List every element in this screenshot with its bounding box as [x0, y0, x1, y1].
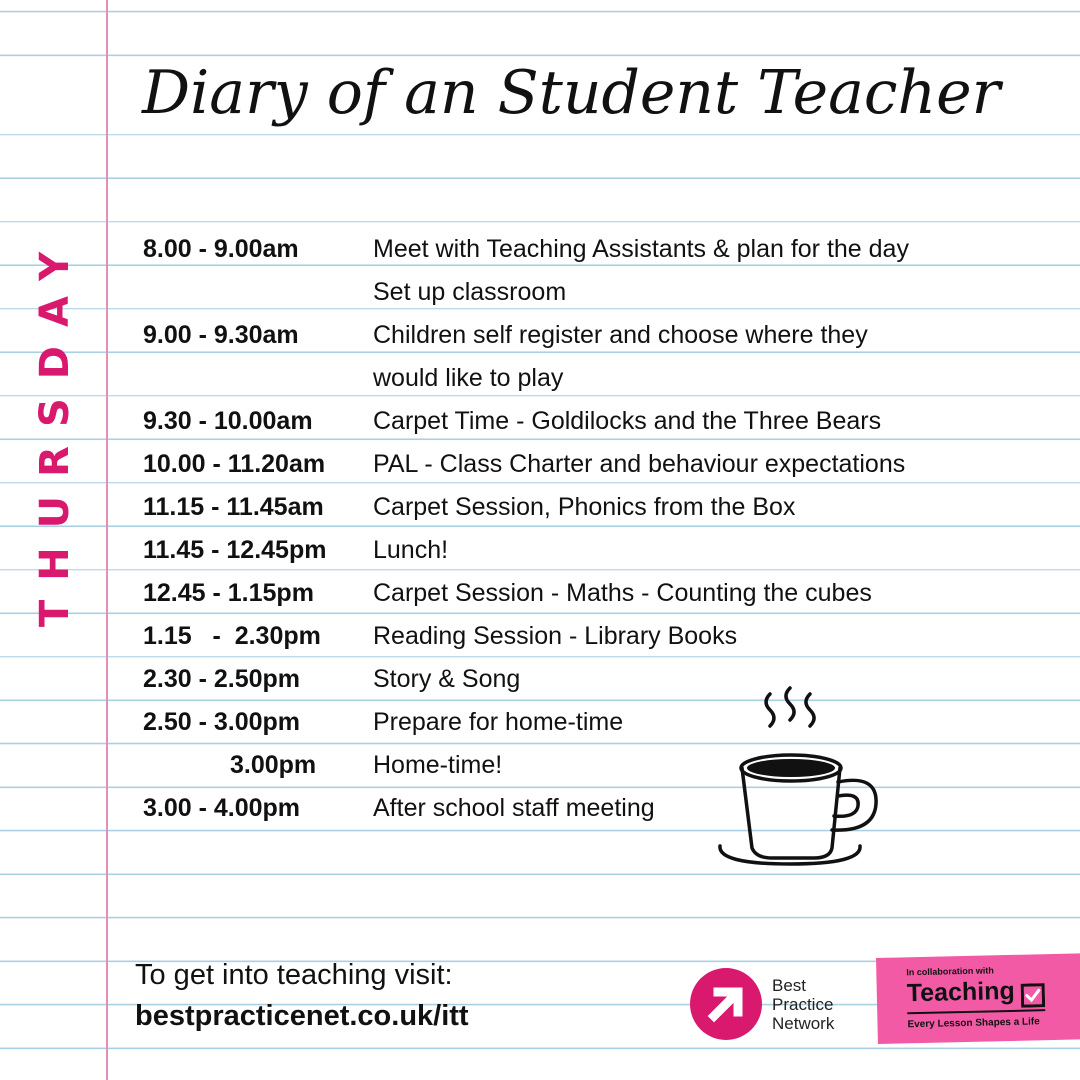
schedule-activity: Set up classroom	[373, 278, 567, 306]
schedule-row	[143, 572, 1043, 615]
schedule-time: 2.30 - 2.50pm	[143, 665, 301, 693]
schedule-row	[143, 271, 1043, 314]
cta-text: To get into teaching visit:	[135, 959, 453, 991]
checkbox-icon	[1021, 983, 1046, 1008]
schedule-list	[143, 228, 1043, 830]
schedule-time: 3.00pm	[230, 751, 317, 779]
schedule-row	[143, 658, 1043, 701]
schedule-activity: Reading Session - Library Books	[373, 622, 738, 650]
schedule-activity: Home-time!	[373, 751, 503, 779]
schedule-row	[143, 701, 1043, 744]
schedule-time: 10.00 - 11.20am	[143, 450, 326, 478]
schedule-activity: Lunch!	[373, 536, 449, 564]
bpn-wordmark	[772, 976, 834, 1033]
schedule-row	[143, 314, 1043, 357]
schedule-activity: Story & Song	[373, 665, 521, 693]
schedule-row	[143, 443, 1043, 486]
schedule-activity: After school staff meeting	[373, 794, 655, 822]
schedule-time: 9.00 - 9.30am	[143, 321, 299, 349]
schedule-activity: Carpet Session - Maths - Counting the cubes	[373, 579, 872, 607]
schedule-row	[143, 615, 1043, 658]
schedule-time: 11.45 - 12.45pm	[143, 536, 327, 564]
schedule-row	[143, 400, 1043, 443]
teaching-underline	[907, 1009, 1045, 1014]
bpn-word-2: Practice	[772, 995, 834, 1014]
bpn-word-3: Network	[772, 1014, 835, 1033]
schedule-activity: Meet with Teaching Assistants & plan for the day	[373, 235, 909, 263]
day-label: THURSDAY	[32, 232, 78, 628]
teaching-wordmark: Teaching	[906, 976, 1015, 1008]
cta-link[interactable]: bestpracticenet.co.uk/itt	[135, 1000, 469, 1032]
schedule-time: 2.50 - 3.00pm	[143, 708, 301, 736]
page-title: Diary of an Student Teacher	[142, 58, 1001, 128]
schedule-time: 1.15 - 2.30pm	[143, 622, 321, 650]
schedule-row	[143, 744, 1043, 787]
schedule-time: 11.15 - 11.45am	[143, 493, 324, 521]
schedule-activity: Carpet Time - Goldilocks and the Three Bears	[373, 407, 882, 435]
schedule-time: 3.00 - 4.00pm	[143, 794, 301, 822]
schedule-activity: Children self register and choose where they	[373, 321, 868, 349]
schedule-row	[143, 228, 1043, 271]
schedule-row	[143, 357, 1043, 400]
schedule-row	[143, 486, 1043, 529]
schedule-time: 8.00 - 9.00am	[143, 235, 299, 263]
cta-block	[135, 955, 469, 1037]
arrow-up-right-icon	[690, 968, 762, 1040]
teaching-tagline: Every Lesson Shapes a Life	[907, 1016, 1040, 1031]
best-practice-network-logo	[690, 968, 860, 1048]
margin-line	[106, 0, 108, 1080]
teaching-collab-text: In collaboration with	[906, 965, 994, 978]
schedule-activity: Carpet Session, Phonics from the Box	[373, 493, 796, 521]
schedule-activity: Prepare for home-time	[373, 708, 624, 736]
coffee-cup-icon	[712, 686, 892, 866]
schedule-row	[143, 529, 1043, 572]
schedule-row	[143, 787, 1043, 830]
schedule-time: 12.45 - 1.15pm	[143, 579, 314, 607]
schedule-activity: PAL - Class Charter and behaviour expectations	[373, 450, 906, 478]
schedule-time: 9.30 - 10.00am	[143, 407, 313, 435]
bpn-word-1: Best	[772, 976, 807, 995]
schedule-activity: would like to play	[373, 364, 564, 392]
teaching-logo-badge	[876, 953, 1080, 1044]
